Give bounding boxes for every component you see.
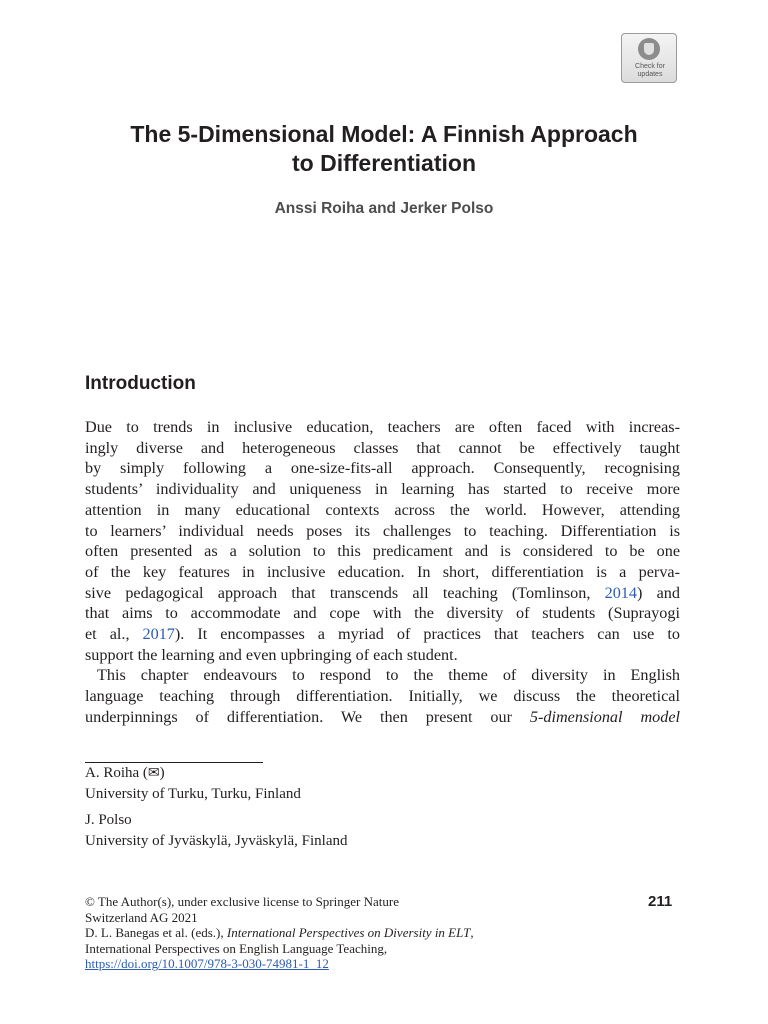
citation-link-suprayogi[interactable]: 2017: [142, 625, 175, 644]
footer-line1: © The Author(s), under exclusive license to Springer Nature: [85, 894, 399, 909]
page-number: 211: [648, 893, 673, 910]
footer-line2: Switzerland AG 2021: [85, 909, 198, 925]
section-heading: Introduction: [85, 373, 196, 394]
institution-roiha: University of Turku, Turku, Finland: [85, 786, 301, 802]
p2-line3-emphasis: 5-dimensional model: [529, 707, 680, 726]
check-updates-icon: [638, 38, 660, 60]
p1-line9-a: sive pedagogical approach that transcends all teaching (Tomlinson,: [85, 583, 605, 602]
p1-line11-a: et al.,: [85, 625, 143, 644]
author-name-roiha: [85, 763, 301, 784]
doi-link[interactable]: https://doi.org/10.1007/978-3-030-74981-1_12: [85, 956, 329, 972]
p1-line2: ingly diverse and heterogeneous classes that cannot be effectively taught: [85, 438, 680, 457]
p2-line2: language teaching through differentiation. Initially, we discuss the theoretical: [85, 687, 680, 706]
copyright-footer: [85, 894, 645, 972]
affiliation-polso: [85, 810, 347, 852]
p1-line11-b: ). It encompasses a myriad of practices that teachers can use to: [174, 625, 680, 644]
footer-line3-a: D. L. Banegas et al. (eds.),: [85, 925, 227, 941]
p1-line9: [85, 583, 680, 604]
p1-line10: that aims to accommodate and cope with the diversity of students (Suprayogi: [85, 604, 680, 623]
badge-label-line2: updates: [637, 71, 663, 78]
p1-line1: Due to trends in inclusive education, teachers are often faced with increas-: [85, 418, 680, 436]
p1-line12: support the learning and even upbringing of each student.: [85, 645, 458, 664]
citation-link-tomlinson[interactable]: 2014: [604, 583, 637, 602]
p2-line1: This chapter endeavours to respond to the theme of diversity in English: [97, 666, 680, 685]
author-name-roiha-end: ): [159, 765, 165, 781]
email-icon[interactable]: ✉: [147, 766, 160, 781]
affiliation-roiha: [85, 763, 301, 805]
p2-line3: [85, 707, 680, 728]
p1-line8: of the key features in inclusive education. In short, differentiation is a perva-: [85, 562, 680, 581]
chapter-title: [70, 120, 698, 178]
badge-label-line1: Check for: [635, 63, 665, 70]
footer-line4: International Perspectives on English Language Teaching,: [85, 940, 388, 956]
authors: Anssi Roiha and Jerker Polso: [274, 200, 494, 217]
check-for-updates-badge[interactable]: [621, 33, 677, 83]
book-title: International Perspectives on Diversity in ELT: [226, 925, 471, 941]
p1-line6: to learners’ individual needs poses its challenges to teaching. Differentiation is: [85, 521, 680, 540]
author-name-roiha-text: A. Roiha (: [85, 765, 148, 781]
author-name-polso: J. Polso: [85, 812, 132, 828]
footer-line3: [85, 925, 645, 941]
footer-line3-b: ,: [470, 925, 474, 941]
p1-line4: students’ individuality and uniqueness in learning has started to receive more: [85, 480, 680, 499]
p2-line3-a: underpinnings of differentiation. We then present our: [85, 707, 530, 726]
chapter-title-line1: The 5-Dimensional Model: A Finnish Approach: [130, 121, 638, 147]
institution-polso: University of Jyväskylä, Jyväskylä, Finland: [85, 833, 348, 849]
p1-line7: often presented as a solution to this predicament and is considered to be one: [85, 542, 680, 561]
p1-line9-b: ) and: [636, 583, 680, 602]
p1-line5: attention in many educational contexts across the world. However, attending: [85, 500, 680, 519]
chapter-title-line2: to Differentiation: [292, 150, 476, 176]
p1-line3: by simply following a one-size-fits-all approach. Consequently, recognising: [85, 459, 680, 478]
body-text: [85, 417, 680, 728]
p1-line11: [85, 624, 680, 645]
